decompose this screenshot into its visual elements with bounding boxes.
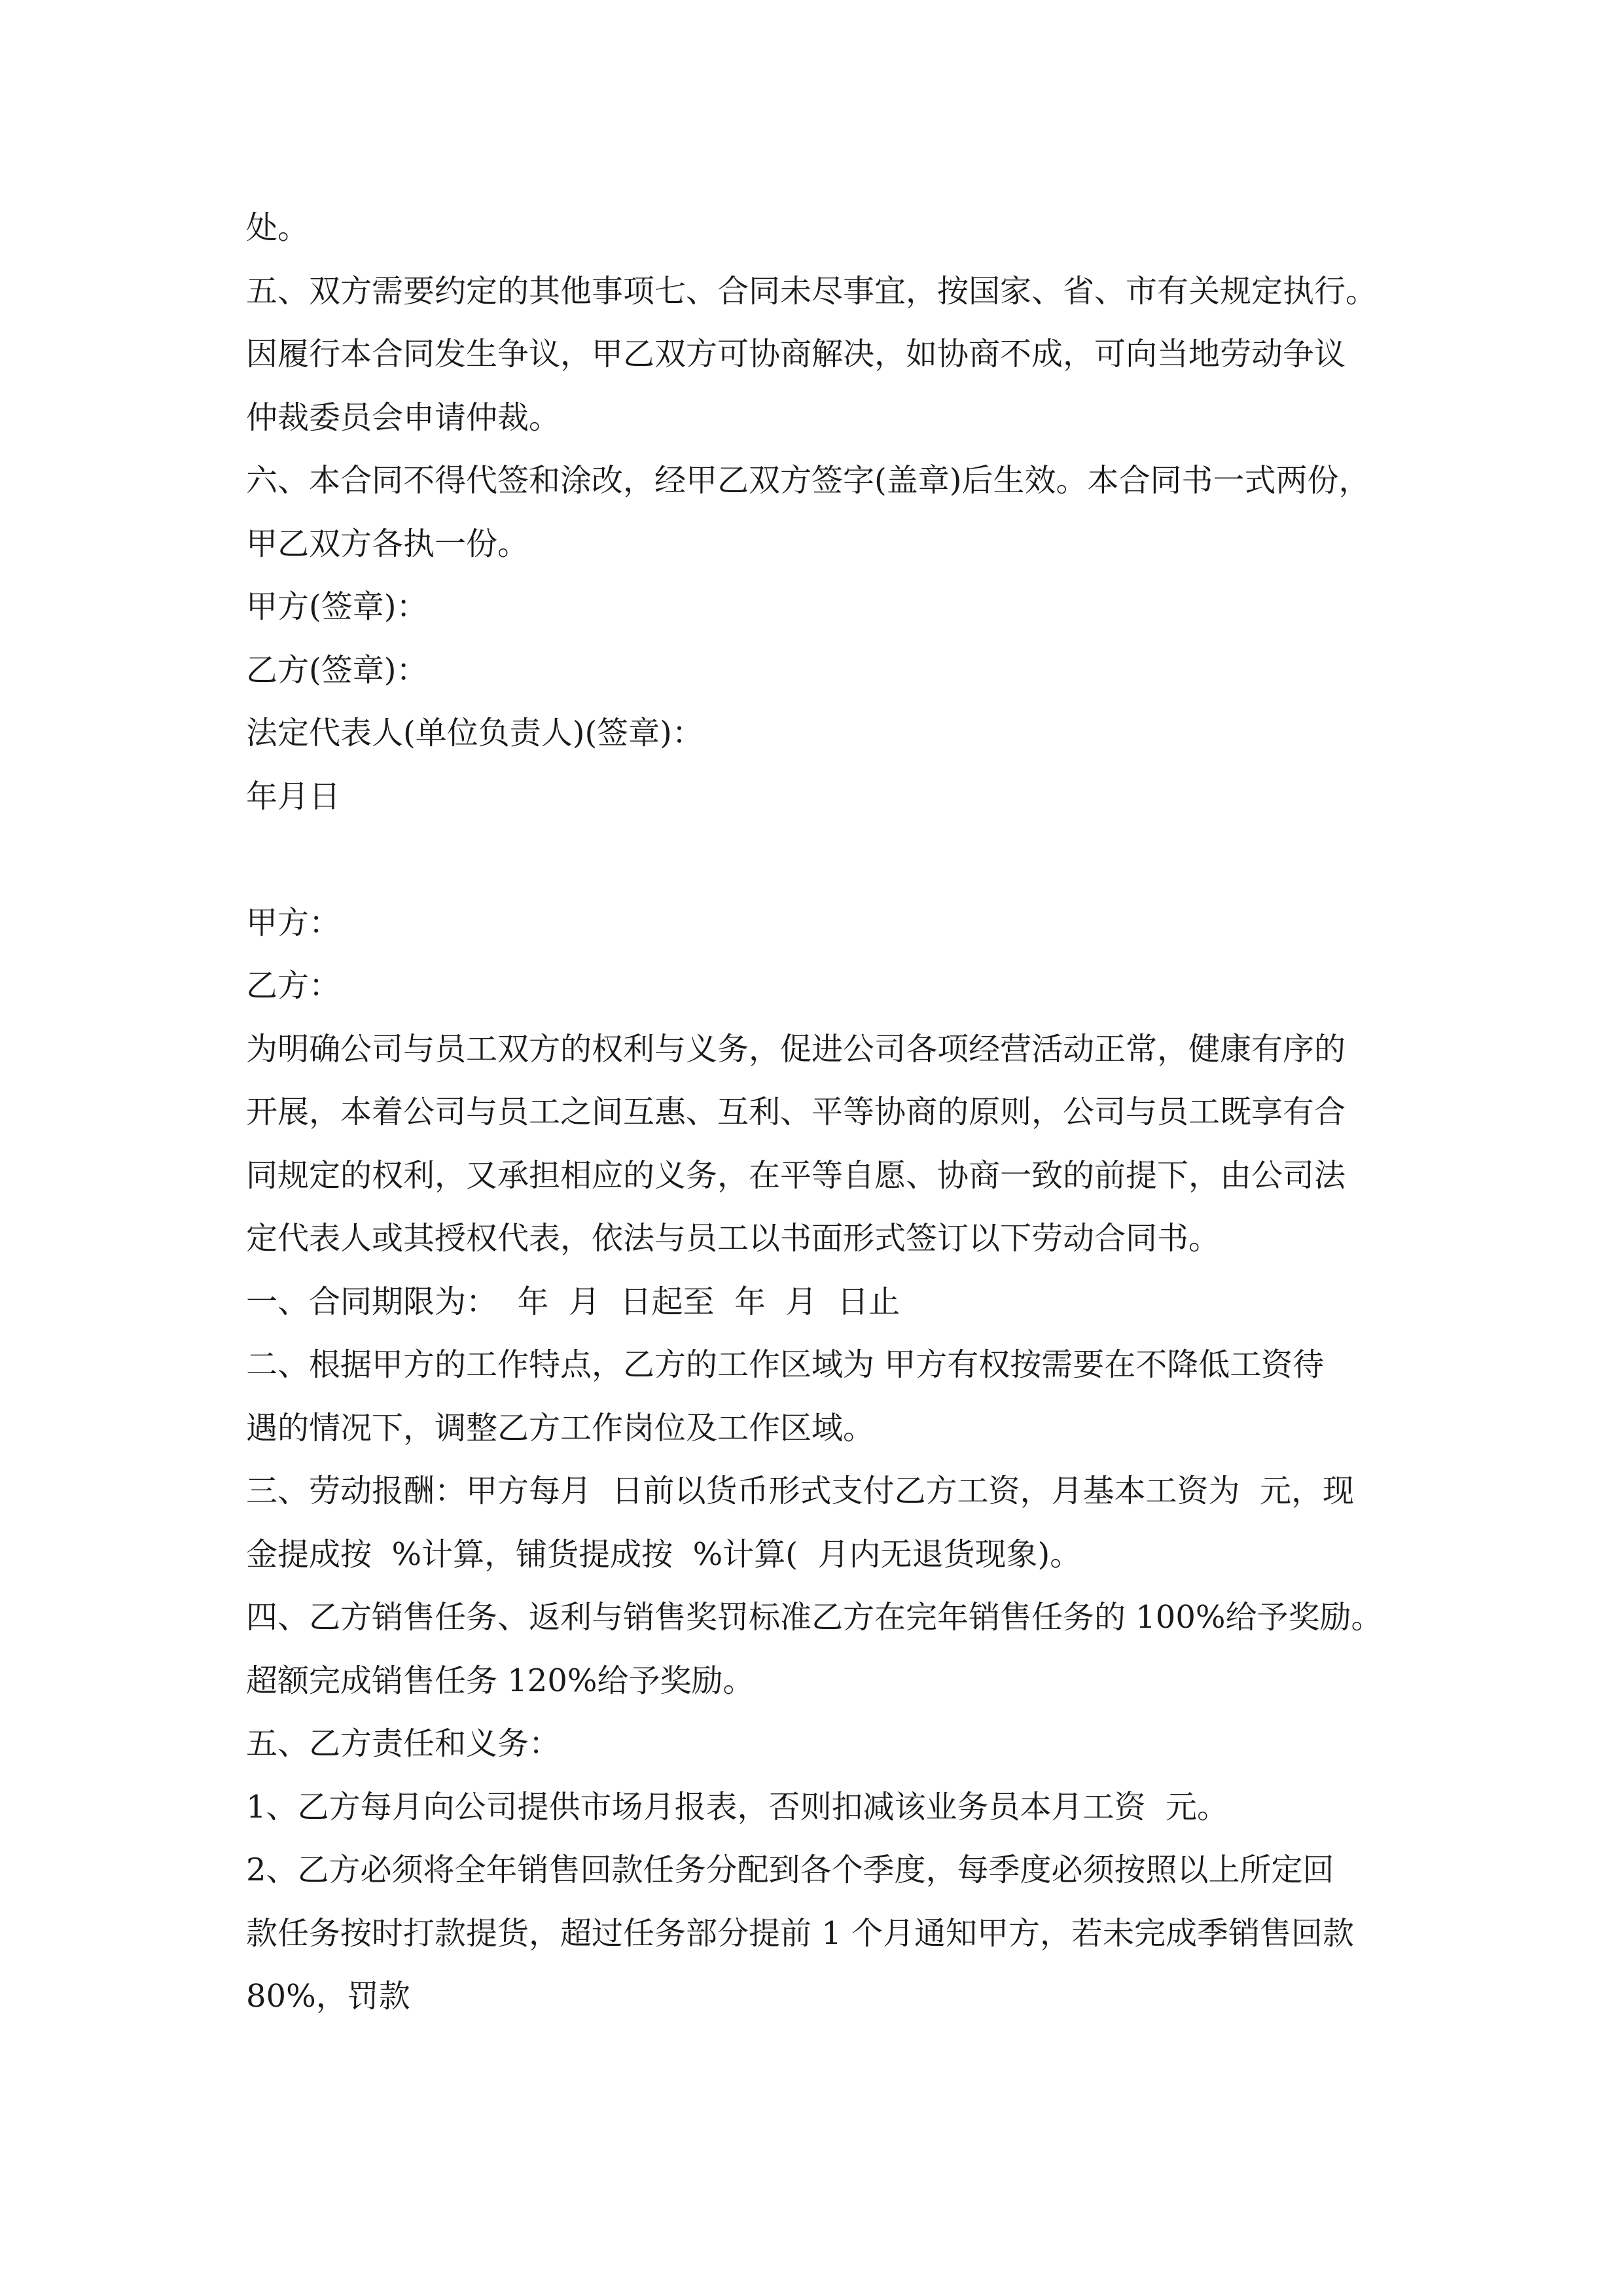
preamble-line: 同规定的权利，又承担相应的义务，在平等自愿、协商一致的前提下，由公司法 bbox=[246, 1157, 1346, 1194]
preamble-line: 为明确公司与员工双方的权利与义务，促进公司各项经营活动正常，健康有序的 bbox=[246, 1030, 1346, 1067]
preamble-line: 开展，本着公司与员工之间互惠、互利、平等协商的原则，公司与员工既享有合 bbox=[246, 1094, 1346, 1130]
party-b-signature-label: 乙方(签章)： bbox=[246, 651, 428, 689]
clause-5-responsibilities: 五、乙方责任和义务： bbox=[246, 1725, 561, 1762]
text-line: 金提成按 %计算，铺货提成按 %计算( 月内无退货现象)。 bbox=[246, 1535, 1082, 1573]
item-1-monthly-report: 1、乙方每月向公司提供市场月报表，否则扣减该业务员本月工资 元。 bbox=[246, 1788, 1229, 1825]
preamble-line: 定代表人或其授权代表，依法与员工以书面形式签订以下劳动合同书。 bbox=[246, 1220, 1221, 1257]
text-line: 款任务按时打款提货，超过任务部分提前 1 个月通知甲方，若未完成季销售回款 bbox=[246, 1914, 1355, 1952]
legal-representative-signature-label: 法定代表人(单位负责人)(签章)： bbox=[246, 715, 704, 751]
document-body bbox=[246, 196, 1385, 2028]
clause-4-sales-targets: 四、乙方销售任务、返利与销售奖罚标准乙方在完年销售任务的 100%给予奖励。 bbox=[246, 1599, 1383, 1636]
date-label: 年月日 bbox=[246, 778, 341, 815]
text-line: 因履行本合同发生争议，甲乙双方可协商解决，如协商不成，可向当地劳动争议 bbox=[246, 336, 1346, 372]
party-b-label: 乙方： bbox=[246, 967, 341, 1004]
party-a-signature-label: 甲方(签章)： bbox=[246, 588, 428, 625]
clause-1-contract-term: 一、合同期限为： 年 月 日起至 年 月 日止 bbox=[246, 1283, 901, 1320]
clause-2-work-area: 二、根据甲方的工作特点，乙方的工作区域为 甲方有权按需要在不降低工资待 bbox=[246, 1346, 1325, 1383]
item-2-quarterly-targets: 2、乙方必须将全年销售回款任务分配到各个季度，每季度必须按照以上所定回 bbox=[246, 1852, 1334, 1888]
text-line: 仲裁委员会申请仲裁。 bbox=[246, 399, 561, 436]
clause-3-remuneration: 三、劳动报酬：甲方每月 日前以货币形式支付乙方工资，月基本工资为 元，现 bbox=[246, 1473, 1355, 1509]
clause-6-effectiveness: 六、本合同不得代签和涂改，经甲乙双方签字(盖章)后生效。本合同书一式两份， bbox=[246, 462, 1370, 499]
text-line: 80%，罚款 bbox=[246, 1978, 410, 2015]
text-line: 甲乙双方各执一份。 bbox=[246, 525, 529, 562]
text-line: 处。 bbox=[246, 209, 310, 246]
text-line: 超额完成销售任务 120%给予奖励。 bbox=[246, 1662, 755, 1699]
clause-5-other-matters: 五、双方需要约定的其他事项七、合同未尽事宜，按国家、省、市有关规定执行。 bbox=[246, 272, 1378, 310]
text-line: 遇的情况下，调整乙方工作岗位及工作区域。 bbox=[246, 1409, 875, 1446]
section-gap bbox=[246, 828, 1385, 891]
party-a-label: 甲方： bbox=[246, 904, 341, 941]
